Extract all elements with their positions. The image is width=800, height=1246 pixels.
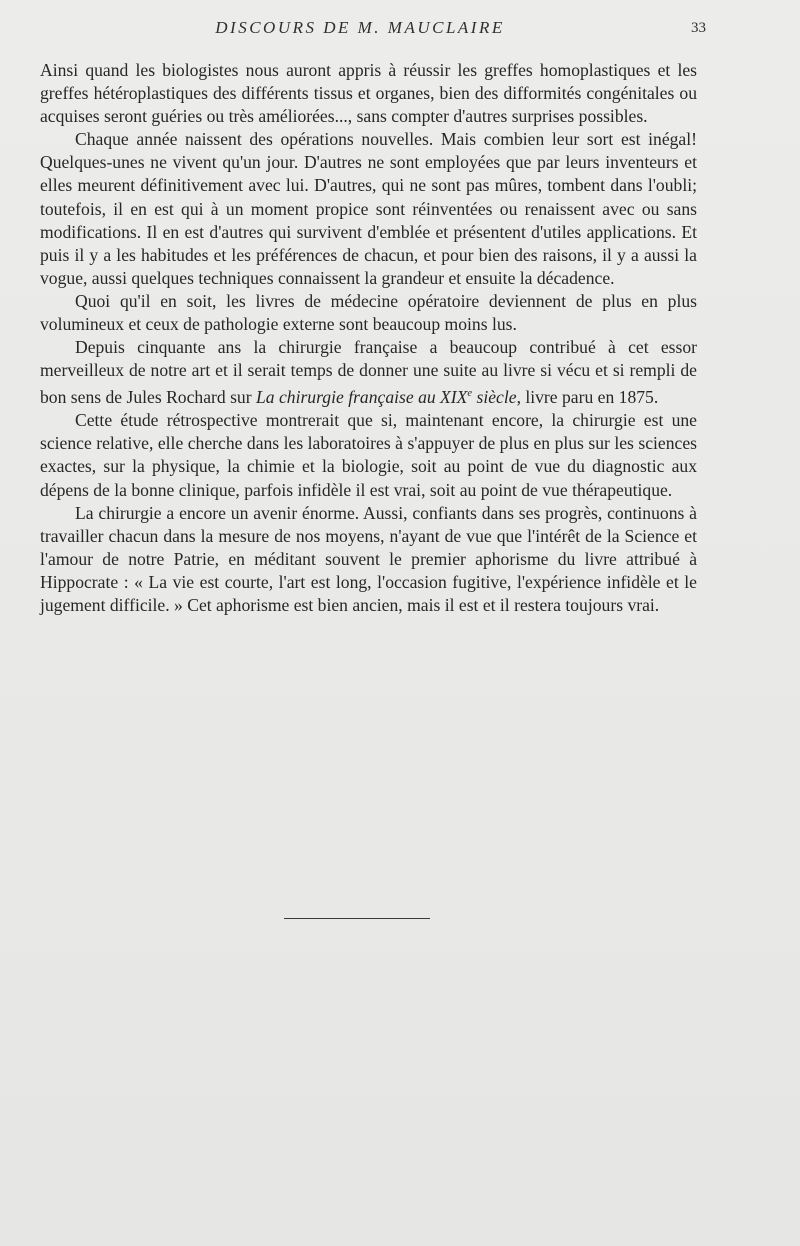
paragraph-4-text-after: , livre paru en 1875.: [516, 387, 659, 408]
paragraph-5: Cette étude rétrospective montrerait que si, maintenant encore, la chirurgie est une science relative, elle cherche dans les laboratoires à s'appuyer de plus en plus sur les sciences exactes, sur la physique, la chimie et la biologie, soit au point de vue du diagnostic aux dépens de la bonne clinique, parfois infidèle il est vrai, soit au point de vue thérapeutique.: [40, 410, 697, 500]
paragraph-3: Quoi qu'il en soit, les livres de médecine opératoire deviennent de plus en plus volumineux et ceux de pathologie externe sont beaucoup moins lus.: [40, 290, 697, 335]
paragraph-4-text-before: Depuis cinquante ans la chirurgie française a beaucoup contribué à cet essor merveilleux de notre art et il serait temps de donner une suite au livre si vécu et si rempli de bon sens de Jules Rochard sur: [40, 337, 697, 408]
paragraph-2: Chaque année naissent des opérations nouvelles. Mais combien leur sort est inégal! Quelques-unes ne vivent qu'un jour. D'autres ne sont employées que par leurs inventeurs et elles meurent définitivement avec lui. D'autres, qui ne sont pas mûres, tombent dans l'oubli; toutefois, il en est qui à un moment propice sont réinventées ou renaissent avec ou sans modifications. Il en est d'autres qui survivent d'emblée et présentent d'utiles applications. Et puis il y a les habitudes et les préférences de chacun, et pour bien des raisons, il y a aussi la vogue, aussi quelques techniques connaissent la grandeur et ensuite la décadence.: [40, 129, 697, 288]
paragraph-4: [40, 336, 697, 409]
paragraph-6: La chirurgie a encore un avenir énorme. Aussi, confiants dans ses progrès, continuons à travailler chacun dans la mesure de nos moyens, n'ayant de vue que l'intérêt de la Science et l'amour de notre Patrie, en méditant souvent le premier aphorisme du livre attribué à Hippocrate : « La vie est courte, l'art est long, l'occasion fugitive, l'expérience infidèle et le jugement difficile. » Cet aphorisme est bien ancien, mais il est et il restera toujours vrai.: [40, 502, 697, 616]
end-rule: [284, 918, 430, 919]
book-title-part1: La chirurgie française au XIX: [255, 387, 468, 408]
body-text: [40, 59, 697, 617]
book-title-part2: siècle: [472, 387, 517, 408]
running-title: DISCOURS DE M. MAUCLAIRE: [215, 18, 505, 37]
page-number: 33: [691, 20, 706, 36]
book-title: [256, 387, 517, 407]
running-head: [40, 18, 740, 44]
book-title-superscript: e: [467, 388, 473, 400]
paragraph-1: Ainsi quand les biologistes nous auront appris à réussir les greffes homoplastiques et les greffes hétéroplastiques des différents tissus et organes, bien des difformités congénitales ou acquises seront guéries ou très améliorées..., sans compter d'autres surprises possibles.: [40, 60, 697, 127]
